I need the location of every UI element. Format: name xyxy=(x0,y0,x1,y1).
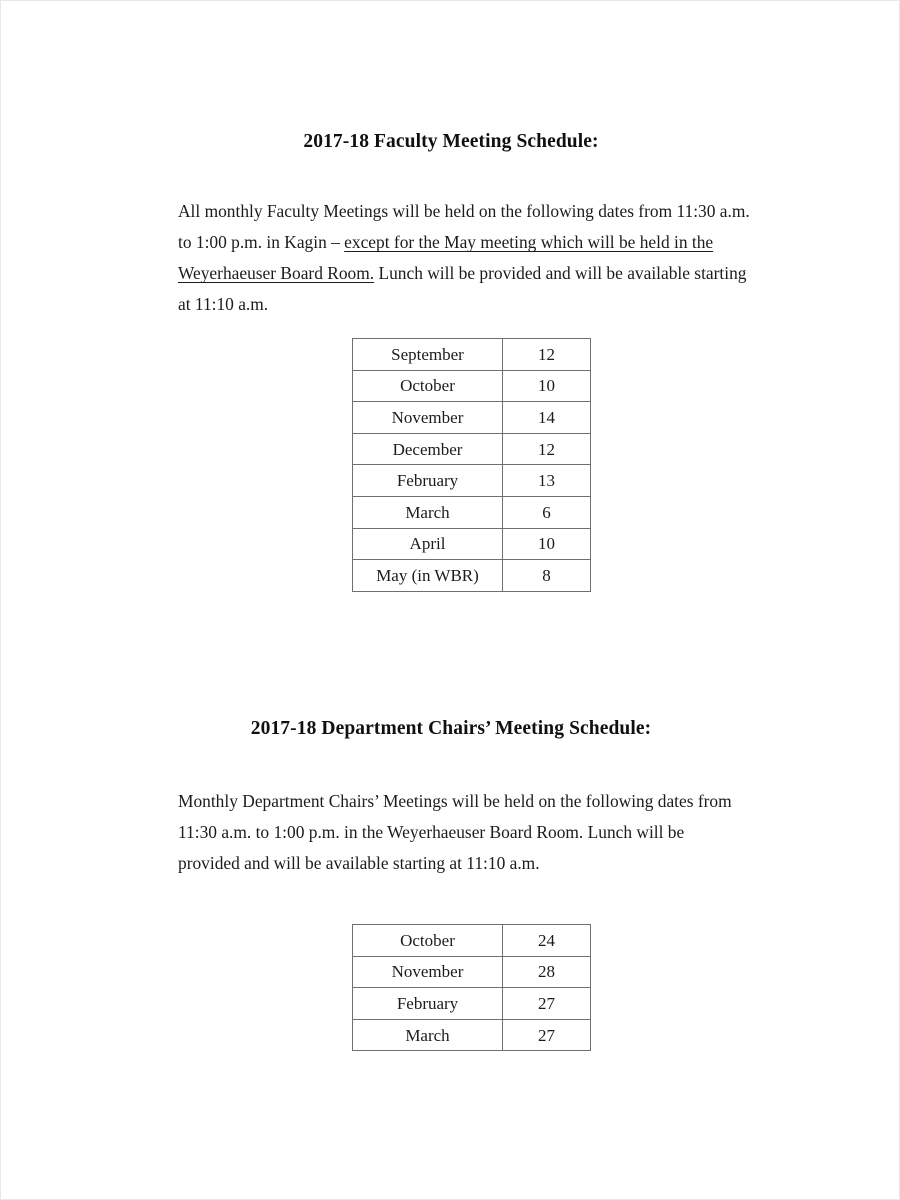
date-cell: 27 xyxy=(503,1019,591,1051)
table-row xyxy=(353,1019,591,1051)
date-cell: 6 xyxy=(503,496,591,528)
chairs-schedule-table xyxy=(352,924,591,1051)
date-cell: 14 xyxy=(503,402,591,434)
date-cell: 8 xyxy=(503,560,591,592)
date-cell: 27 xyxy=(503,988,591,1020)
table-row xyxy=(353,956,591,988)
date-cell: 12 xyxy=(503,433,591,465)
date-cell: 28 xyxy=(503,956,591,988)
month-cell: May (in WBR) xyxy=(353,560,503,592)
table-row xyxy=(353,925,591,957)
month-cell: November xyxy=(353,956,503,988)
table-row xyxy=(353,465,591,497)
table-row xyxy=(353,496,591,528)
date-cell: 13 xyxy=(503,465,591,497)
faculty-schedule-table-body xyxy=(353,339,591,592)
faculty-schedule-heading: 2017-18 Faculty Meeting Schedule: xyxy=(303,131,599,152)
table-row xyxy=(353,433,591,465)
chairs-paragraph-lead: Monthly Department Chairs’ Meetings will be held on the following dates from 11:30 a.m. to 1:00 p.m. in the Weyerhaeuser Board Room. Lunch will be provided and will be available starting at 11:10 a.m. xyxy=(178,791,732,874)
month-cell: September xyxy=(353,339,503,371)
chairs-schedule-paragraph xyxy=(178,786,746,879)
month-cell: October xyxy=(353,370,503,402)
faculty-schedule-paragraph xyxy=(178,196,753,320)
date-cell: 10 xyxy=(503,370,591,402)
table-row xyxy=(353,370,591,402)
date-cell: 24 xyxy=(503,925,591,957)
table-row xyxy=(353,339,591,371)
month-cell: March xyxy=(353,496,503,528)
table-row xyxy=(353,528,591,560)
chairs-schedule-table-body xyxy=(353,925,591,1051)
faculty-paragraph-underlined-note: except for the May meeting which will be held in the Weyerhaeuser Board Room. xyxy=(178,232,714,284)
date-cell: 10 xyxy=(503,528,591,560)
table-row xyxy=(353,988,591,1020)
faculty-schedule-table xyxy=(352,338,591,592)
faculty-paragraph-lead: All monthly Faculty Meetings will be held on the following dates from 11:30 a.m. to 1:00 p.m. in Kagin – xyxy=(178,201,750,253)
faculty-paragraph-trail: Lunch will be provided and will be available starting at 11:10 a.m. xyxy=(178,263,747,315)
month-cell: February xyxy=(353,988,503,1020)
month-cell: December xyxy=(353,433,503,465)
table-row xyxy=(353,560,591,592)
month-cell: April xyxy=(353,528,503,560)
month-cell: February xyxy=(353,465,503,497)
month-cell: March xyxy=(353,1019,503,1051)
table-row xyxy=(353,402,591,434)
date-cell: 12 xyxy=(503,339,591,371)
month-cell: October xyxy=(353,925,503,957)
month-cell: November xyxy=(353,402,503,434)
chairs-schedule-heading: 2017-18 Department Chairs’ Meeting Schedule: xyxy=(250,718,652,739)
